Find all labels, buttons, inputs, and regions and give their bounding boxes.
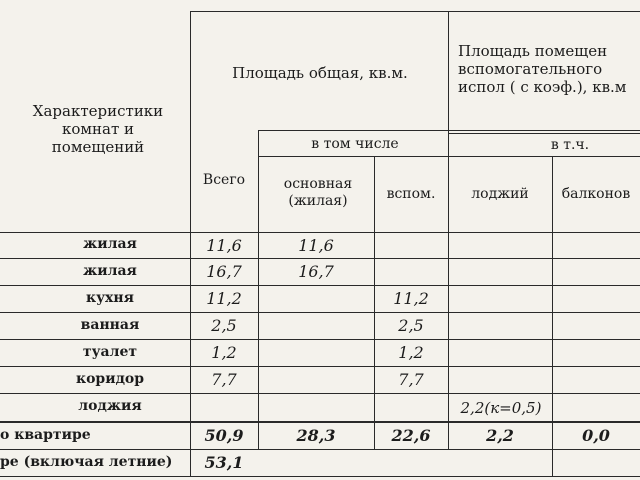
totals-label: о квартире: [0, 427, 91, 443]
row-aux: 11,2: [393, 289, 429, 308]
row-name: лоджия: [78, 398, 142, 414]
row-total: 11,2: [206, 289, 242, 308]
characteristics-header: Характеристики комнат и помещений: [32, 102, 164, 156]
summer-total: 53,1: [204, 453, 244, 472]
row-name: кухня: [85, 290, 134, 306]
row-aux: 7,7: [398, 370, 424, 389]
row-name: ванная: [80, 317, 140, 333]
row-total: 2,5: [211, 316, 237, 335]
row-total: 1,2: [211, 343, 237, 362]
row-total: 7,7: [211, 370, 237, 389]
row-name: коридор: [75, 371, 145, 387]
balconies-header: балконов: [561, 186, 631, 202]
loggias-header: лоджий: [471, 186, 529, 202]
totals-main: 28,3: [296, 426, 336, 445]
row-loggia: 2,2(к=0,5): [460, 399, 542, 417]
row-total: 16,7: [206, 262, 242, 281]
total-area-header: Площадь общая, кв.м.: [232, 64, 408, 82]
totals-total: 50,9: [204, 426, 244, 445]
main-header: основная (жилая): [283, 176, 353, 209]
row-name: жилая: [83, 263, 137, 279]
totals-balcony: 0,0: [582, 426, 610, 445]
row-name: жилая: [83, 236, 137, 252]
row-main: 16,7: [298, 262, 334, 281]
row-name: туалет: [82, 344, 138, 360]
totals-aux: 22,6: [391, 426, 431, 445]
aux-header: вспом.: [386, 186, 436, 202]
total-header: Всего: [202, 172, 246, 188]
aux-area-header: Площадь помещен вспомогательного испол ( с коэф.), кв.м: [458, 42, 627, 96]
row-aux: 1,2: [398, 343, 424, 362]
including-header: в том числе: [311, 136, 399, 152]
row-aux: 2,5: [398, 316, 424, 335]
summer-label: ре (включая летние): [0, 454, 173, 470]
incl-short-header: в т.ч.: [550, 137, 590, 153]
totals-loggia: 2,2: [486, 426, 514, 445]
row-total: 11,6: [206, 236, 242, 255]
row-main: 11,6: [298, 236, 334, 255]
